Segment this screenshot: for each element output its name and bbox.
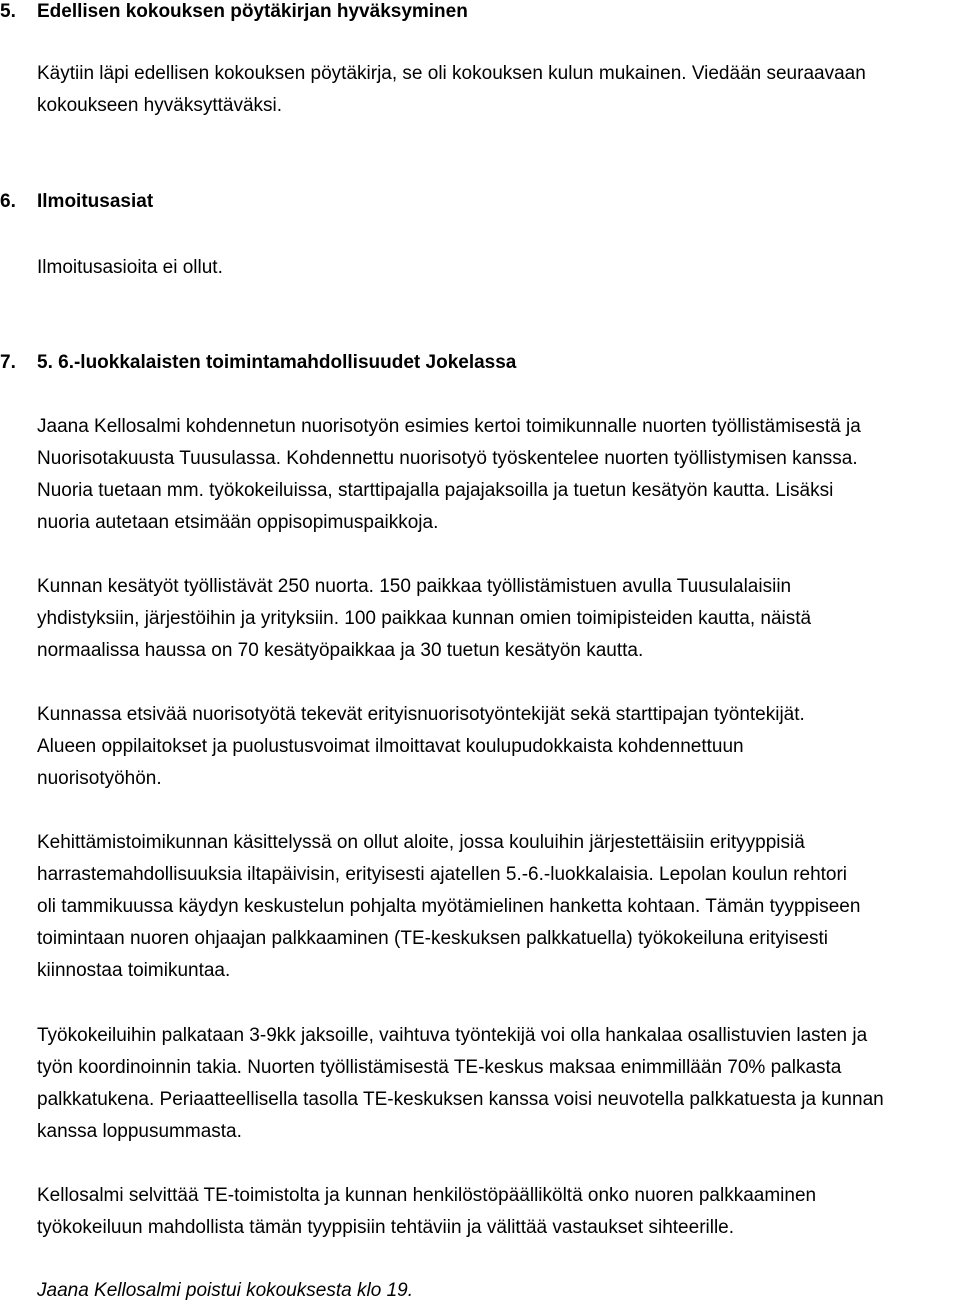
text-line: kiinnostaa toimikuntaa.: [37, 960, 231, 981]
section-title: Ilmoitusasiat: [37, 191, 154, 212]
section-7-paragraph-5: [37, 1020, 957, 1148]
text-line: oli tammikuussa käydyn keskustelun pohjalta myötämielinen hanketta kohtaan. Tämän tyyppiseen: [37, 896, 861, 917]
section-number: 5.: [0, 1, 16, 22]
section-title: 5. 6.-luokkalaisten toimintamahdollisuudet Jokelassa: [37, 352, 517, 373]
section-5-heading: [0, 0, 468, 24]
text-line: nuorisotyöhön.: [37, 768, 162, 789]
text-line: Nuorisotakuusta Tuusulassa. Kohdennettu nuorisotyö työskentelee nuorten työllistymisen kanssa.: [37, 448, 858, 469]
text-line: harrastemahdollisuuksia iltapäivisin, erityisesti ajatellen 5.-6.-luokkalaisia. Lepolan koulun rehtori: [37, 864, 848, 885]
text-line: kanssa loppusummasta.: [37, 1121, 242, 1142]
text-line: työkokeiluun mahdollista tämän tyyppisiin tehtäviin ja välittää vastaukset sihteerille.: [37, 1217, 735, 1238]
text-line: Kunnan kesätyöt työllistävät 250 nuorta. 150 paikkaa työllistämistuen avulla Tuusulalaisiin: [37, 576, 792, 597]
text-line: yhdistyksiin, järjestöihin ja yrityksiin. 100 paikkaa kunnan omien toimipisteiden kautta, näistä: [37, 608, 812, 629]
section-7-paragraph-6: [37, 1180, 957, 1244]
text-line: normaalissa haussa on 70 kesätyöpaikkaa ja 30 tuetun kesätyön kautta.: [37, 640, 644, 661]
text-line: Ilmoitusasioita ei ollut.: [37, 257, 223, 278]
text-line: Nuoria tuetaan mm. työkokeiluissa, starttipajalla pajajaksoilla ja tuetun kesätyön kautta. Lisäksi: [37, 480, 834, 501]
section-5-paragraph-1: [37, 58, 957, 122]
text-line: kokoukseen hyväksyttäväksi.: [37, 95, 283, 116]
section-7-paragraph-1: [37, 411, 957, 539]
section-6-paragraph-1: [37, 252, 957, 284]
text-line: Jaana Kellosalmi poistui kokouksesta klo 19.: [37, 1280, 413, 1301]
section-7-heading: [0, 351, 516, 375]
section-7-paragraph-2: [37, 571, 957, 667]
text-line: nuoria autetaan etsimään oppisopimuspaikkoja.: [37, 512, 439, 533]
section-7-paragraph-4: [37, 827, 957, 987]
text-line: Työkokeiluihin palkataan 3-9kk jaksoille, vaihtuva työntekijä voi olla hankalaa osallistuvien lasten ja: [37, 1025, 868, 1046]
closing-note: [37, 1275, 957, 1307]
section-title: Edellisen kokouksen pöytäkirjan hyväksyminen: [37, 1, 468, 22]
section-number: 6.: [0, 191, 16, 212]
section-7-paragraph-3: [37, 699, 957, 795]
text-line: toimintaan nuoren ohjaajan palkkaaminen (TE-keskuksen palkkatuella) työkokeiluna erityisesti: [37, 928, 829, 949]
text-line: palkkatukena. Periaatteellisella tasolla TE-keskuksen kanssa voisi neuvotella palkkatuesta ja kunnan: [37, 1089, 884, 1110]
text-line: Käytiin läpi edellisen kokouksen pöytäkirja, se oli kokouksen kulun mukainen. Viedään seuraavaan: [37, 63, 866, 84]
section-6-heading: [0, 190, 153, 214]
text-line: työn koordinoinnin takia. Nuorten työllistämisestä TE-keskus maksaa enimmillään 70% palkasta: [37, 1057, 842, 1078]
text-line: Jaana Kellosalmi kohdennetun nuorisotyön esimies kertoi toimikunnalle nuorten työllistämisestä ja: [37, 416, 861, 437]
text-line: Kehittämistoimikunnan käsittelyssä on ollut aloite, jossa kouluihin järjestettäisiin erityyppisiä: [37, 832, 805, 853]
text-line: Alueen oppilaitokset ja puolustusvoimat ilmoittavat koulupudokkaista kohdennettuun: [37, 736, 744, 757]
text-line: Kellosalmi selvittää TE-toimistolta ja kunnan henkilöstöpäälliköltä onko nuoren palkkaaminen: [37, 1185, 817, 1206]
section-number: 7.: [0, 352, 16, 373]
text-line: Kunnassa etsivää nuorisotyötä tekevät erityisnuorisotyöntekijät sekä starttipajan työntekijät.: [37, 704, 805, 725]
